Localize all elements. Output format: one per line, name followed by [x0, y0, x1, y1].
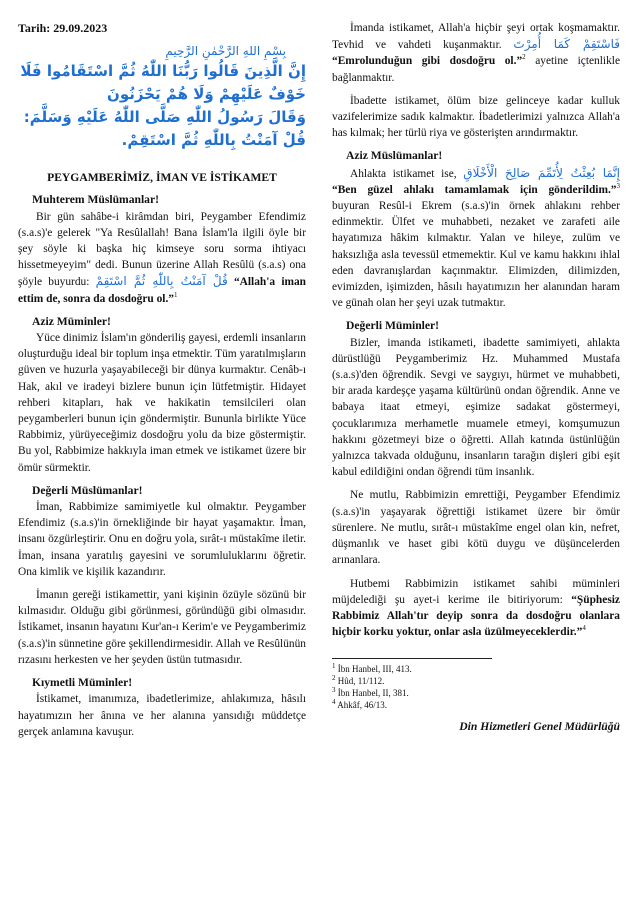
- heading-aziz-muminler: Aziz Müminler!: [32, 314, 111, 328]
- paragraph-1-arabic: قُلْ آمَنْتُ بِاللّٰهِ ثُمَّ اسْتَقِمْ: [95, 274, 228, 289]
- footnote-4: [332, 699, 620, 711]
- footnote-3-number: 3: [332, 686, 336, 695]
- paragraph-2: Yüce dinimiz İslam'ın gönderiliş gayesi, erdemli insanların oluşturduğu ideal bir toplum inşa etmektir. Tüm yaratılmışların güven ve huzurla yaşayabileceği bir dünya kurmaktır. Cenâb-ı Hak, akıl ve iradeyi bizlere bunun için lütfetmiştir. Hidayet rehberi kitapları, hak ve hakikatin temsilcileri olan peygamberleri bunun için göndermiştir. Bununla birlikte Yüce Rabbimiz, yürüyeceğimiz dosdoğru yolu da bize göstermiştir. Bu yol, Rabbimize hakkıyla iman etmek ve istikamet üzere bir ömür sürmektir.: [18, 332, 306, 474]
- heading-muhterem: Muhterem Müslümanlar!: [32, 193, 159, 207]
- paragraph-6-quote: “Emrolunduğun gibi dosdoğru ol.”: [332, 55, 523, 68]
- heading-aziz-muslumanlar: Aziz Müslümanlar!: [346, 149, 443, 163]
- heading-degerli-muminler: Değerli Müminler!: [346, 319, 440, 333]
- footnote-4-text: Ahkâf, 46/13.: [335, 700, 387, 711]
- paragraph-4: İmanın gereği istikamettir, yani kişinin özüyle sözünü bir kılmasıdır. Olduğu gibi görünmesi, göründüğü gibi olmasıdır. İstikamet, insanın hayatını Kur'an-ı Kerim'e ve Peygamberimiz (s.a.s)'in sünnetine göre şekillendirmesidir. Allah ve Resûlünün rızasını herkesten ve her şeyden üstün tutmasıdır.: [18, 589, 306, 666]
- paragraph-11: [332, 576, 620, 641]
- paragraph-6-tail: ayetine içtenlikle bağlanmaktır.: [332, 55, 620, 84]
- right-column: [332, 20, 620, 736]
- date: Tarih: 29.09.2023: [18, 21, 108, 35]
- footnote-2: [332, 675, 620, 687]
- footnote-divider: [332, 658, 492, 659]
- paragraph-8: [332, 165, 620, 312]
- footnote-2-number: 2: [332, 674, 336, 683]
- heading-degerli-muslumanlar: Değerli Müslümanlar!: [32, 483, 143, 497]
- footnote-3-text: İbn Hanbel, II, 381.: [335, 688, 409, 699]
- paragraph-11-quote: “Şüphesiz Rabbimiz Allah'tır deyip sonra da dosdoğru olanlara hiçbir korku yoktur, onlar asla üzülmeyeceklerdir.”: [332, 593, 620, 639]
- paragraph-10: Ne mutlu, Rabbimizin emrettiği, Peygamber Efendimiz (s.a.s)'in yaşayarak öğrettiği istikamet üzere bir ömür sürenlere. Ne mutlu, sırât-ı müstakîme engel olan kin, nefret, düşmanlık ve haset gibi kötü duygu ve düşüncelerden arınanlara.: [332, 489, 620, 567]
- paragraph-3: İman, Rabbimize samimiyetle kul olmaktır. Peygamber Efendimiz (s.a.s)'in örnekliğinde bir hayat yaşamaktır. İman, insanı özgürleştirir. Onu en doğru yola, sırât-ı müstakîme iletir. İman, insana yaratılış gayesini ve sorumluluklarını öğretir. Ona kimlik ve kişilik kazandırır.: [18, 501, 306, 578]
- paragraph-8-tail: buyuran Resûl-i Ekrem (s.a.s)'in örnek ahlakını rehber edinmektir. Ülfet ve muhabbeti, nezaket ve zarafeti aile hayatımıza hâkim kılmaktır. Yalan ve hileye, zulüm ve haksızlığa asla tevessül etmemektir. Kul ve kamu hakkını ihlal eden davranışlardan kaçınmaktır. Elimizden, dilimizden, evimizden, işimizden, hâsılı hayatımızın her alanından haram ve günah olan her şeyi uzak tutmaktır.: [332, 200, 620, 310]
- footnote-1-number: 1: [332, 662, 336, 671]
- arabic-verse: إِنَّ الَّذِينَ قَالُوا رَبُّنَا اللّٰهُ ثُمَّ اسْتَقَامُوا فَلَا خَوْفٌ عَلَيْهِمْ وَلَا هُمْ يَحْزَنُونَ: [20, 62, 306, 104]
- arabic-hadith: قُلْ آمَنْتُ بِاللّٰهِ ثُمَّ اسْتَقِمْ.: [121, 131, 306, 150]
- paragraph-8-arabic: إِنَّمَا بُعِثْتُ لِأُتَمِّمَ صَالِحَ الْأَخْلَاقِ: [463, 165, 620, 180]
- paragraph-1: [18, 209, 306, 307]
- paragraph-6-text: İmanda istikamet, Allah'a hiçbir şeyi ortak koşmamaktır. Tevhid ve vahdeti kuşanmaktır.: [332, 22, 620, 52]
- paragraph-8-lead: Ahlakta istikamet ise,: [350, 167, 457, 180]
- footnote-2-text: Hûd, 11/112.: [335, 676, 385, 687]
- footnote-ref-3: 3: [616, 182, 620, 191]
- arabic-basmala: بِسْمِ اللهِ الرَّحْمٰنِ الرَّحِيمِ: [165, 44, 286, 59]
- paragraph-1-text: Bir gün sahâbe-i kirâmdan biri, Peygamber Efendimiz (s.a.s)'e gelerek "Ya Resûlallah! Bana İslam'la ilgili öyle bir şey söyle ki başka hiç kimseye soru sorma ihtiyacı hissetmeyeyim" dedi. Bunun üzerine Allah Resûlü (s.a.s) ona şöyle buyurdu:: [18, 210, 306, 289]
- footnote-ref-1: 1: [174, 290, 178, 299]
- paragraph-9: Bizler, imanda istikameti, ibadette samimiyeti, ahlakta dürüstlüğü Peygamberimiz Hz. Muhammed Mustafa (s.a.s)'den öğrendik. Sevgi ve saygıyı, hürmet ve muhabbeti, bir arada kardeşçe yaşama kültürünü ondan öğrendik. Anne ve babaya itaat etmeyi, eşimize sadakat göstermeyi, çocuklarımıza merhametle muamele etmeyi, komşumuzun hakkını gözetmeyi bize o öğretti. Allah katında üstünlüğün yalnızca takvada olduğunu, insanların tarağın dişleri gibi eşit kabul edildiğini ondan öğrendi tüm insanlık.: [332, 336, 620, 479]
- sermon-title: PEYGAMBERİMİZ, İMAN VE İSTİKAMET: [47, 171, 277, 185]
- footnote-3: [332, 687, 620, 699]
- heading-kiymetli-muminler: Kıymetli Müminler!: [32, 676, 133, 690]
- paragraph-7: İbadette istikamet, ölüm bize gelinceye kadar kulluk vazifelerimize sadık kalmaktır. İbadetlerimizi yalnızca Allah'a has kılmak; her türlü riya ve gösterişten arındırmaktır.: [332, 94, 620, 140]
- footnote-1-text: İbn Hanbel, III, 413.: [335, 664, 412, 675]
- paragraph-1-quote: “Allah'a iman ettim de, sonra da dosdoğru ol.”: [18, 276, 306, 305]
- paragraph-6-arabic: فَاسْتَقِمْ كَمَا أُمِرْتَ: [513, 37, 620, 52]
- left-column: [18, 20, 306, 740]
- paragraph-5: İstikamet, imanımıza, ibadetlerimize, ahlakımıza, hâsılı hayatımızın her ânına ve her alanına yansıdığı müddetçe gerçek anlamına kavuşur.: [18, 693, 306, 738]
- paragraph-8-quote: “Ben güzel ahlakı tamamlamak için gönderildim.”: [332, 183, 617, 196]
- paragraph-6: [332, 20, 620, 86]
- footnote-1: [332, 663, 620, 675]
- signature: Din Hizmetleri Genel Müdürlüğü: [459, 720, 620, 734]
- paragraph-11-lead: Hutbemi Rabbimizin istikamet sahibi müminleri müjdelediği şu ayet-i kerime ile bitiriyorum:: [332, 577, 620, 606]
- footnote-ref-4: 4: [582, 624, 586, 633]
- footnote-4-number: 4: [332, 698, 336, 707]
- arabic-hadith-intro: وَقَالَ رَسُولُ اللّٰهِ صَلَّى اللّٰهُ عَلَيْهِ وَسَلَّمَ:: [23, 108, 306, 127]
- footnote-ref-2: 2: [522, 53, 526, 62]
